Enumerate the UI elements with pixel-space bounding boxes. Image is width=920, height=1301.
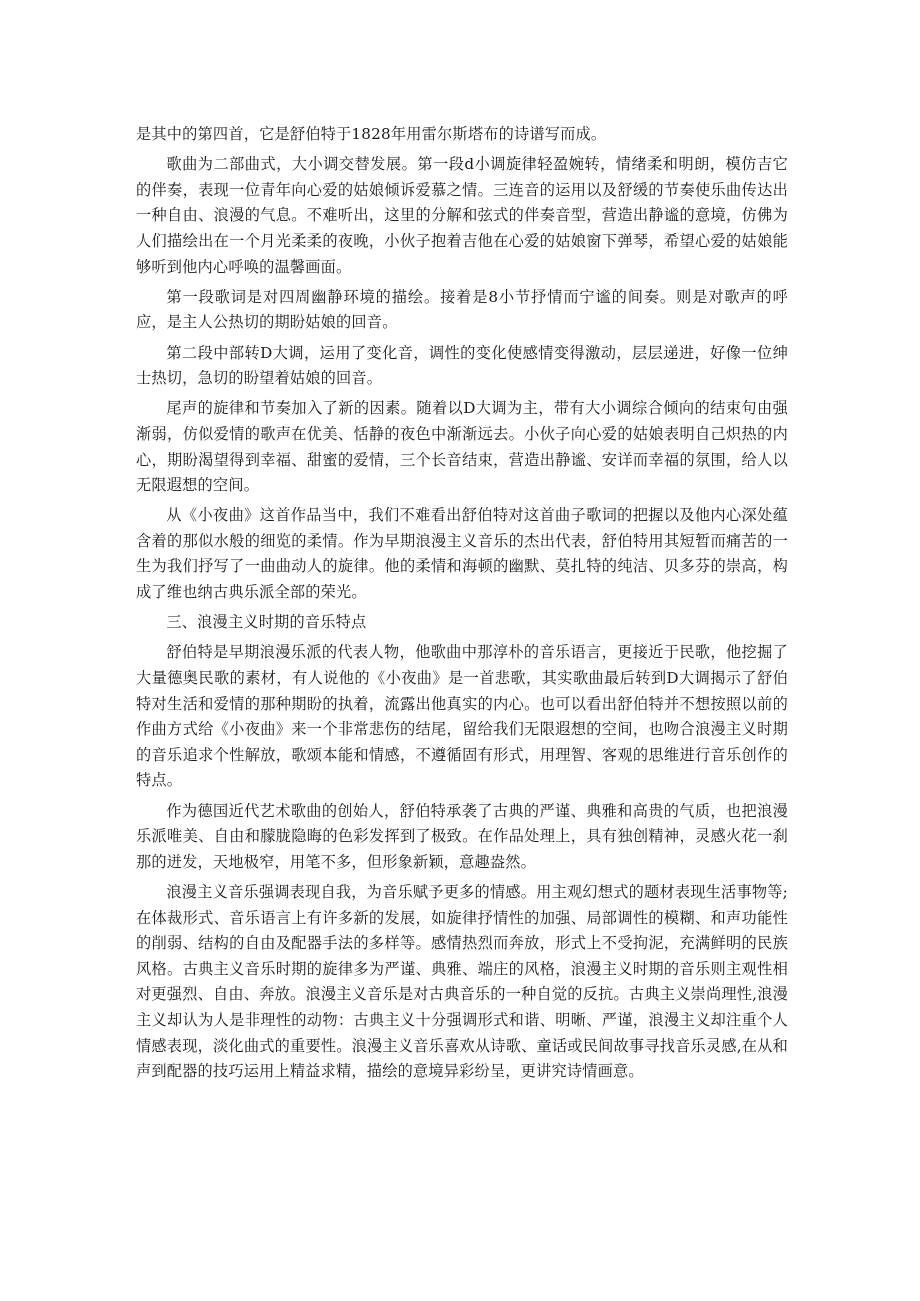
paragraph-song-form: 歌曲为二部曲式，大小调交替发展。第一段d小调旋律轻盈婉转，情绪柔和明朗，模仿吉它的伴奏，表现一位青年向心爱的姑娘倾诉爱慕之情。三连音的运用以及舒缓的节奏使乐曲传达出一种自由、浪漫的气息。不难听出，这里的分解和弦式的伴奏音型，营造出静谧的意境，仿佛为人们描绘出在一个月光柔柔的夜晚，小伙子抱着吉他在心爱的姑娘窗下弹琴，希望心爱的姑娘能够听到他内心呼唤的温馨画面。 xyxy=(136,155,788,276)
paragraph-art-song-founder: 作为德国近代艺术歌曲的创始人，舒伯特承袭了古典的严谨、典雅和高贵的气质，也把浪漫乐派唯美、自由和朦胧隐晦的色彩发挥到了极致。在作品处理上，具有独创精神，灵感火花一刹那的迸发，天地极窄，用笔不多，但形象新颖，意趣盎然。 xyxy=(136,801,788,871)
paragraph-first-verse: 第一段歌词是对四周幽静环境的描绘。接着是8小节抒情而宁谧的间奏。则是对歌声的呼应，是主人公热切的期盼姑娘的回音。 xyxy=(136,287,788,332)
paragraph-romanticism: 浪漫主义音乐强调表现自我，为音乐赋予更多的情感。用主观幻想式的题材表现生活事物等;在体裁形式、音乐语言上有许多新的发展，如旋律抒情性的加强、局部调性的模糊、和声功能性的削弱、结构的自由及配器手法的多样等。感情热烈而奔放，形式上不受拘泥，充满鲜明的民族风格。古典主义音乐时期的旋律多为严谨、典雅、端庄的风格，浪漫主义时期的音乐则主观性相对更强烈、自由、奔放。浪漫主义音乐是对古典音乐的一种自觉的反抗。古典主义崇尚理性,浪漫主义却认为人是非理性的动物：古典主义十分强调形式和谐、明晰、严谨，浪漫主义却注重个人情感表现，淡化曲式的重要性。浪漫主义音乐喜欢从诗歌、童话或民间故事寻找音乐灵感,在从和声到配器的技巧运用上精益求精，描绘的意境异彩纷呈，更讲究诗情画意。 xyxy=(136,882,788,1081)
paragraph-coda: 尾声的旋律和节奏加入了新的因素。随着以D大调为主，带有大小调综合倾向的结束句由强渐弱，仿似爱情的歌声在优美、恬静的夜色中渐渐远去。小伙子向心爱的姑娘表明自己炽热的内心，期盼渴望得到幸福、甜蜜的爱情，三个长音结束，营造出静谧、安详而幸福的氛围，给人以无限遐想的空间。 xyxy=(136,399,788,495)
section-heading: 三、浪漫主义时期的音乐特点 xyxy=(166,613,367,632)
paragraph-continuation: 是其中的第四首，它是舒伯特于1828年用雷尔斯塔布的诗谱写而成。 xyxy=(136,125,607,143)
paragraph-summary: 从《小夜曲》这首作品当中，我们不难看出舒伯特对这首曲子歌词的把握以及他内心深处蕴含着的那似水般的细览的柔情。作为早期浪漫主义音乐的杰出代表，舒伯特用其短暂而痛苦的一生为我们抒写了一曲曲动人的旋律。他的柔情和海顿的幽默、莫扎特的纯洁、贝多芬的崇高，构成了维也纳古典乐派全部的荣光。 xyxy=(136,506,788,602)
paragraph-schubert-style: 舒伯特是早期浪漫乐派的代表人物，他歌曲中那淳朴的音乐语言，更接近于民歌，他挖掘了大量德奥民歌的素材，有人说他的《小夜曲》是一首悲歌，其实歌曲最后转到D大调揭示了舒伯特对生活和爱情的那种期盼的执着，流露出他真实的内心。也可以看出舒伯特并不想按照以前的作曲方式给《小夜曲》来一个非常悲伤的结尾，留给我们无限遐想的空间，也吻合浪漫主义时期的音乐追求个性解放，歌颂本能和情感，不遵循固有形式，用理智、客观的思维进行音乐创作的特点。 xyxy=(136,643,788,790)
document-body xyxy=(136,122,788,1089)
paragraph-second-section: 第二段中部转D大调，运用了变化音，调性的变化使感情变得激动，层层递进，好像一位绅士热切，急切的盼望着姑娘的回音。 xyxy=(136,343,788,388)
